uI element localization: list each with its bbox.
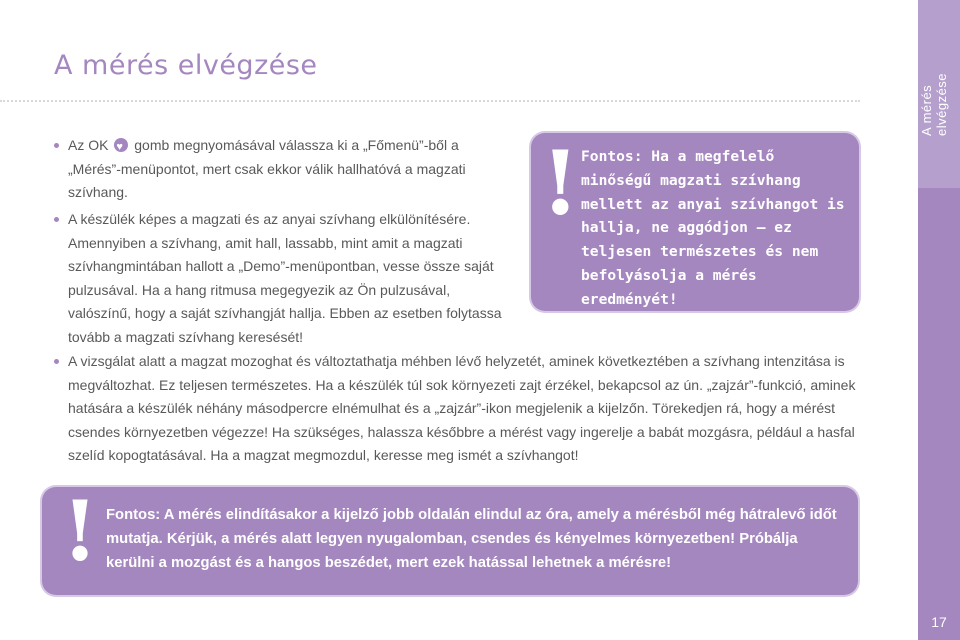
notice-box-measurement-timer [42,484,858,595]
bullet-text-after-icon: gomb megnyomásával válassza ki a „Főmenü”-ből a „Mérés”-menüpontot, mert csak ekkor válik hallhatóvá a magzati szívhang. [68,137,466,201]
bullet-dot [54,143,59,148]
bullet-text: A vizsgálat alatt a magzat mozoghat és változtathatja méhben lévő helyzetét, aminek következtében a szívhang intenzitása is megváltozhat. Ez teljesen természetes. Ha a készülék túl sok környezeti zajt érzékel, bekapcsol az ún. „zajzár”-funkció, aminek hatására a készülék néhány másodpercre elnémulhat és a „zajzár”-ikon megjelenik a kijelzőn. Törekedjen rá, hogy a mérést csendes környezetben végezze! Ha szükséges, halassza későbbre a mérést vagy ingerelje a babát mozgásra, például a hasfal szelíd kopogtatásával. Ha a magzat megmozdul, keresse meg ismét a szívhangot! [68,353,856,464]
bullet-item-fetal-movement [68,350,858,468]
title-divider [0,100,860,102]
bullet-dot [54,359,59,364]
bullet-item-heartbeat-separation [68,208,508,350]
bullet-text-before-icon: Az OK [68,137,109,153]
bullet-item-ok-button [68,134,508,205]
exclamation-icon: ! [541,131,580,235]
bullet-text: A készülék képes a magzati és az anyai szívhang elkülönítésére. Amennyiben a szívhang, amit hall, lassabb, mint amit a magzati szívhangmintában hallott a „Demo”-menüpontban, vesse össze saját pulzusával. Ha a hang ritmusa megegyezik az Ön pulzusával, valószínű, hogy a saját szívhangját hallja. Ebben az esetben folytassa tovább a magzati szívhang keresését! [68,211,502,345]
notice-text: Fontos: A mérés elindításakor a kijelző jobb oldalán elindul az óra, amely a mérésből még hátralevő időt mutatja. Kérjük, a mérés alatt legyen nyugalomban, csendes és kényelmes környezetben! Próbálja kerülni a mozgást és a hangos beszédet, mert ezek hatással lehetnek a mérésre! [106,507,837,571]
notice-text: Fontos: Ha a megfelelő minőségű magzati szívhang mellett az anyai szívhangot is hallja, ne aggódjon – ez teljesen természetes és nem befolyásolja a mérés eredményét! [581,148,845,308]
page-number: 17 [931,614,947,630]
heart-button-icon [114,138,128,152]
exclamation-icon: ! [62,484,98,580]
page-title: A mérés elvégzése [54,50,318,81]
notice-box-maternal-heartbeat [531,133,859,311]
bullet-dot [54,217,59,222]
side-section-label: A mérés elvégzése [919,72,949,136]
